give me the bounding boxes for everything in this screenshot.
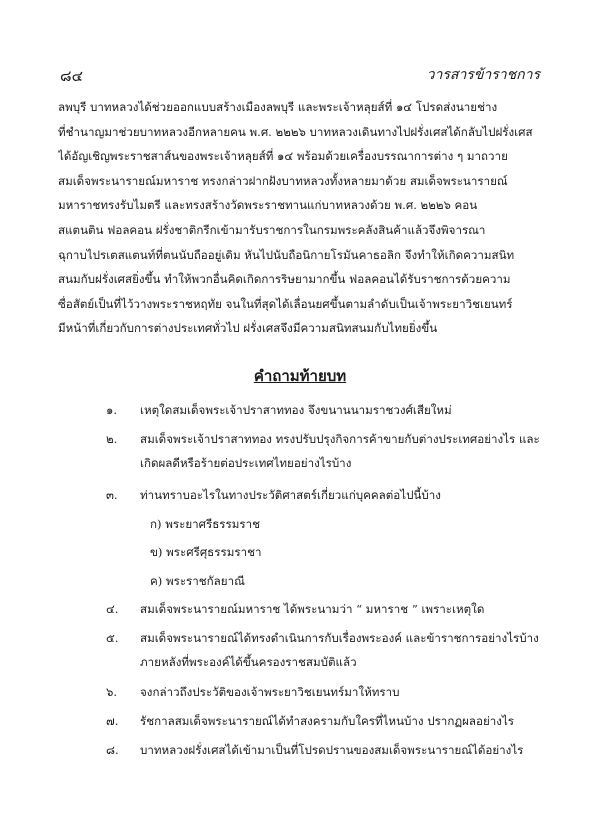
body-paragraph [58, 95, 546, 341]
question-text: สมเด็จพระนารายณ์มหาราช ได้พระนามว่า “ มหาราช ” เพราะเหตุใด [140, 602, 485, 616]
question-text: ท่านทราบอะไรในทางประวัติศาสตร์เกี่ยวแก่บุคคลต่อไปนี้บ้าง [140, 488, 441, 502]
question-number: ๖. [106, 685, 118, 699]
question-text: เหตุใดสมเด็จพระเจ้าปราสาททอง จึงขนานนามราชวงศ์เสียใหม่ [140, 403, 452, 417]
paragraph-line: มหาราชทรงรับไมตรี และทรงสร้างวัดพระราชทานแก่บาทหลวงด้วย พ.ศ. ๒๒๒๖ คอน [58, 198, 478, 213]
question-number: ๒. [106, 432, 118, 446]
sub-item: ข) พระศรีศุธรรมราชา [150, 545, 262, 559]
question-number: ๕. [106, 631, 119, 645]
paragraph-line: ฉุกาบไปรเตสแตนท์ที่ตนนับถืออยู่เดิม หันไปนับถือนิกายโรมันคาธอลิก จึงทำให้เกิดความสนิท [58, 247, 515, 262]
question-text: บาทหลวงฝรั่งเศสได้เข้ามาเป็นที่โปรดปรานของสมเด็จพระนารายณ์ได้อย่างไร [140, 743, 524, 757]
section-title-text: คำถามท้ายบท [253, 367, 347, 385]
paragraph-line: สแตนติน ฟอลคอน ฝรั่งชาติกรีกเข้ามารับราชการในกรมพระคลังสินค้าแล้วจึงพิจารณา [58, 222, 486, 237]
question-number: ๔. [106, 602, 119, 616]
paragraph-line: ซื่อสัตย์เป็นที่ไว้วางพระราชหฤทัย จนในที่สุดได้เลื่อนยศขึ้นตามลำดับเป็นเจ้าพระยาวิชเยนทร์ [58, 296, 513, 311]
sub-item: ค) พระราชกัลยาณี [150, 574, 245, 588]
question-text: สมเด็จพระนารายณ์ได้ทรงดำเนินการกับเรื่องพระองค์ และข้าราชการอย่างไรบ้าง [140, 631, 539, 645]
question-text: สมเด็จพระเจ้าปราสาททอง ทรงปรับปรุงกิจการค้าขายกับต่างประเทศอย่างไร และ [140, 432, 540, 446]
paragraph-line: ได้อัญเชิญพระราชสาส์นของพระเจ้าหลุยส์ที่ ๑๔ พร้อมด้วยเครื่องบรรณาการต่าง ๆ มาถวาย [58, 149, 508, 164]
question-continuation: ภายหลังที่พระองค์ได้ขึ้นครองราชสมบัติแล้ว [140, 655, 357, 669]
section-title [0, 364, 600, 388]
paragraph-line: มีหน้าที่เกี่ยวกับการต่างประเทศทั่วไป ฝรั่งเศสจึงมีความสนิทสนมกับไทยยิ่งขึ้น [58, 321, 438, 336]
question-continuation: เกิดผลดีหรือร้ายต่อประเทศไทยอย่างไรบ้าง [140, 456, 352, 470]
question-number: ๗. [106, 714, 119, 728]
page-number: ๘๔ [60, 67, 83, 85]
sub-item: ก) พระยาศรีธรรมราช [150, 517, 260, 531]
question-number: ๓. [106, 488, 118, 502]
journal-title: วารสารข้าราชการ [426, 67, 540, 83]
paragraph-line: สนมกับฝรั่งเศสยิ่งขึ้น ทำให้พวกอื่นคิดเกิดการริษยามากขึ้น ฟอลคอนได้รับราชการด้วยความ [58, 272, 511, 287]
question-number: ๑. [106, 403, 118, 417]
paragraph-line: ที่ชำนาญมาช่วยบาทหลวงอีกหลายคน พ.ศ. ๒๒๒๖ บาทหลวงเดินทางไปฝรั่งเศสได้กลับไปฝรั่งเศส [58, 124, 533, 139]
paragraph-line: สมเด็จพระนารายณ์มหาราช ทรงกล่าวฝากฝังบาทหลวงทั้งหลายมาด้วย สมเด็จพระนารายณ์ [58, 173, 508, 188]
paragraph-line: ลพบุรี บาทหลวงได้ช่วยออกแบบสร้างเมืองลพบุรี และพระเจ้าหลุยส์ที่ ๑๔ โปรดส่งนายช่าง [58, 100, 498, 114]
question-text: รัชกาลสมเด็จพระนารายณ์ได้ทำสงครามกับใครที่ไหนบ้าง ปรากฏผลอย่างไร [140, 714, 515, 728]
question-text: จงกล่าวถึงประวัติของเจ้าพระยาวิชเยนทร์มาให้ทราบ [140, 685, 400, 699]
question-number: ๘. [106, 743, 119, 757]
